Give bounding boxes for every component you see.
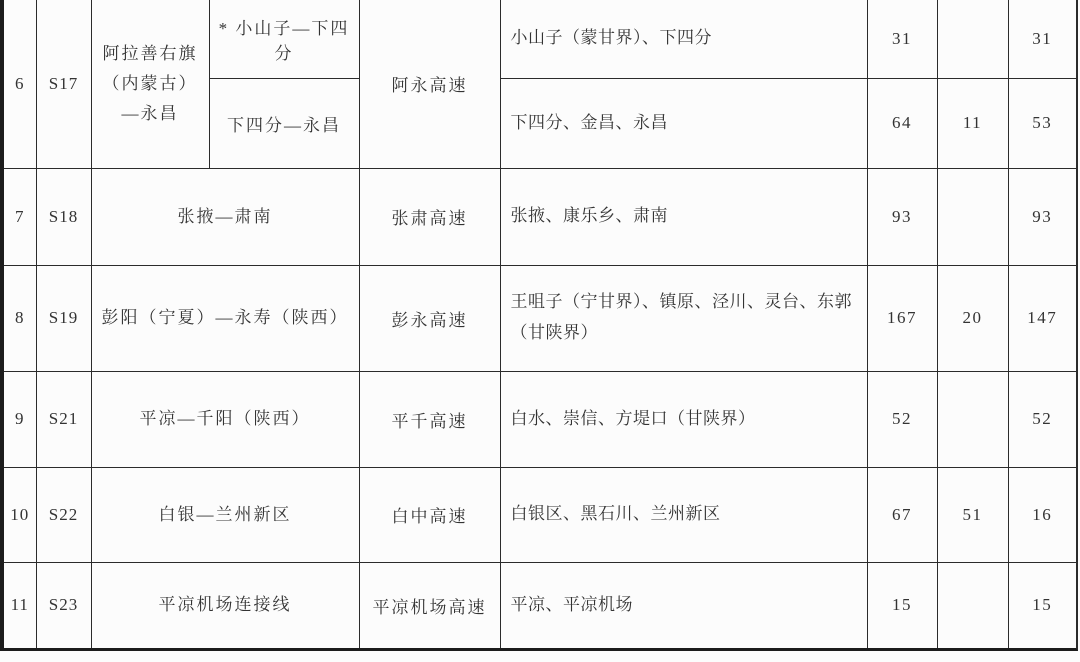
num1-cell: 167 — [867, 265, 937, 371]
table-row — [4, 371, 1076, 467]
num2-cell — [937, 371, 1008, 467]
highway-name-cell: 平千高速 — [359, 371, 500, 467]
table-row — [4, 265, 1076, 371]
highway-name-cell: 彭永高速 — [359, 265, 500, 371]
highway-name-cell: 阿永高速 — [359, 0, 500, 168]
cities-cell: 白水、崇信、方堤口（甘陕界） — [500, 371, 867, 467]
route-name-cell: 张掖—肃南 — [91, 168, 359, 265]
cities-cell: 下四分、金昌、永昌 — [500, 78, 867, 168]
num1-cell: 93 — [867, 168, 937, 265]
route-name-cell: 彭阳（宁夏）—永寿（陕西） — [91, 265, 359, 371]
num1-cell: 52 — [867, 371, 937, 467]
serial-cell: 7 — [4, 168, 36, 265]
num3-cell: 52 — [1008, 371, 1076, 467]
num1-cell: 31 — [867, 0, 937, 78]
num3-cell: 53 — [1008, 78, 1076, 168]
num2-cell — [937, 168, 1008, 265]
route-name-cell: 白银—兰州新区 — [91, 467, 359, 562]
serial-cell: 11 — [4, 562, 36, 648]
route-name-cell: 平凉—千阳（陕西） — [91, 371, 359, 467]
route-name-cell: 阿拉善右旗（内蒙古）—永昌 — [91, 0, 209, 168]
num1-cell: 64 — [867, 78, 937, 168]
serial-cell: 9 — [4, 371, 36, 467]
num2-cell: 20 — [937, 265, 1008, 371]
cities-cell: 小山子（蒙甘界）、下四分 — [500, 0, 867, 78]
route-code-cell: S21 — [36, 371, 91, 467]
cities-cell: 张掖、康乐乡、肃南 — [500, 168, 867, 265]
num1-cell: 15 — [867, 562, 937, 648]
route-code-cell: S18 — [36, 168, 91, 265]
highway-name-cell: 白中高速 — [359, 467, 500, 562]
segment-cell: 下四分—永昌 — [209, 78, 359, 168]
num3-cell: 31 — [1008, 0, 1076, 78]
route-code-cell: S17 — [36, 0, 91, 168]
num2-cell: 51 — [937, 467, 1008, 562]
num3-cell: 147 — [1008, 265, 1076, 371]
serial-cell: 8 — [4, 265, 36, 371]
route-code-cell: S22 — [36, 467, 91, 562]
num3-cell: 15 — [1008, 562, 1076, 648]
highway-name-cell: 张肃高速 — [359, 168, 500, 265]
num3-cell: 16 — [1008, 467, 1076, 562]
num2-cell — [937, 562, 1008, 648]
cities-cell: 白银区、黑石川、兰州新区 — [500, 467, 867, 562]
num1-cell: 67 — [867, 467, 937, 562]
route-name-cell: 平凉机场连接线 — [91, 562, 359, 648]
table-row — [4, 0, 1076, 78]
route-code-cell: S19 — [36, 265, 91, 371]
segment-cell: * 小山子—下四分 — [209, 0, 359, 78]
cities-cell: 王咀子（宁甘界）、镇原、泾川、灵台、东郭（甘陕界） — [500, 265, 867, 371]
table-row — [4, 168, 1076, 265]
serial-cell: 6 — [4, 0, 36, 168]
table-row — [4, 467, 1076, 562]
serial-cell: 10 — [4, 467, 36, 562]
num3-cell: 93 — [1008, 168, 1076, 265]
cities-cell: 平凉、平凉机场 — [500, 562, 867, 648]
num2-cell — [937, 0, 1008, 78]
num2-cell: 11 — [937, 78, 1008, 168]
route-code-cell: S23 — [36, 562, 91, 648]
highway-name-cell: 平凉机场高速 — [359, 562, 500, 648]
table-row — [4, 562, 1076, 648]
highway-table — [4, 0, 1076, 648]
